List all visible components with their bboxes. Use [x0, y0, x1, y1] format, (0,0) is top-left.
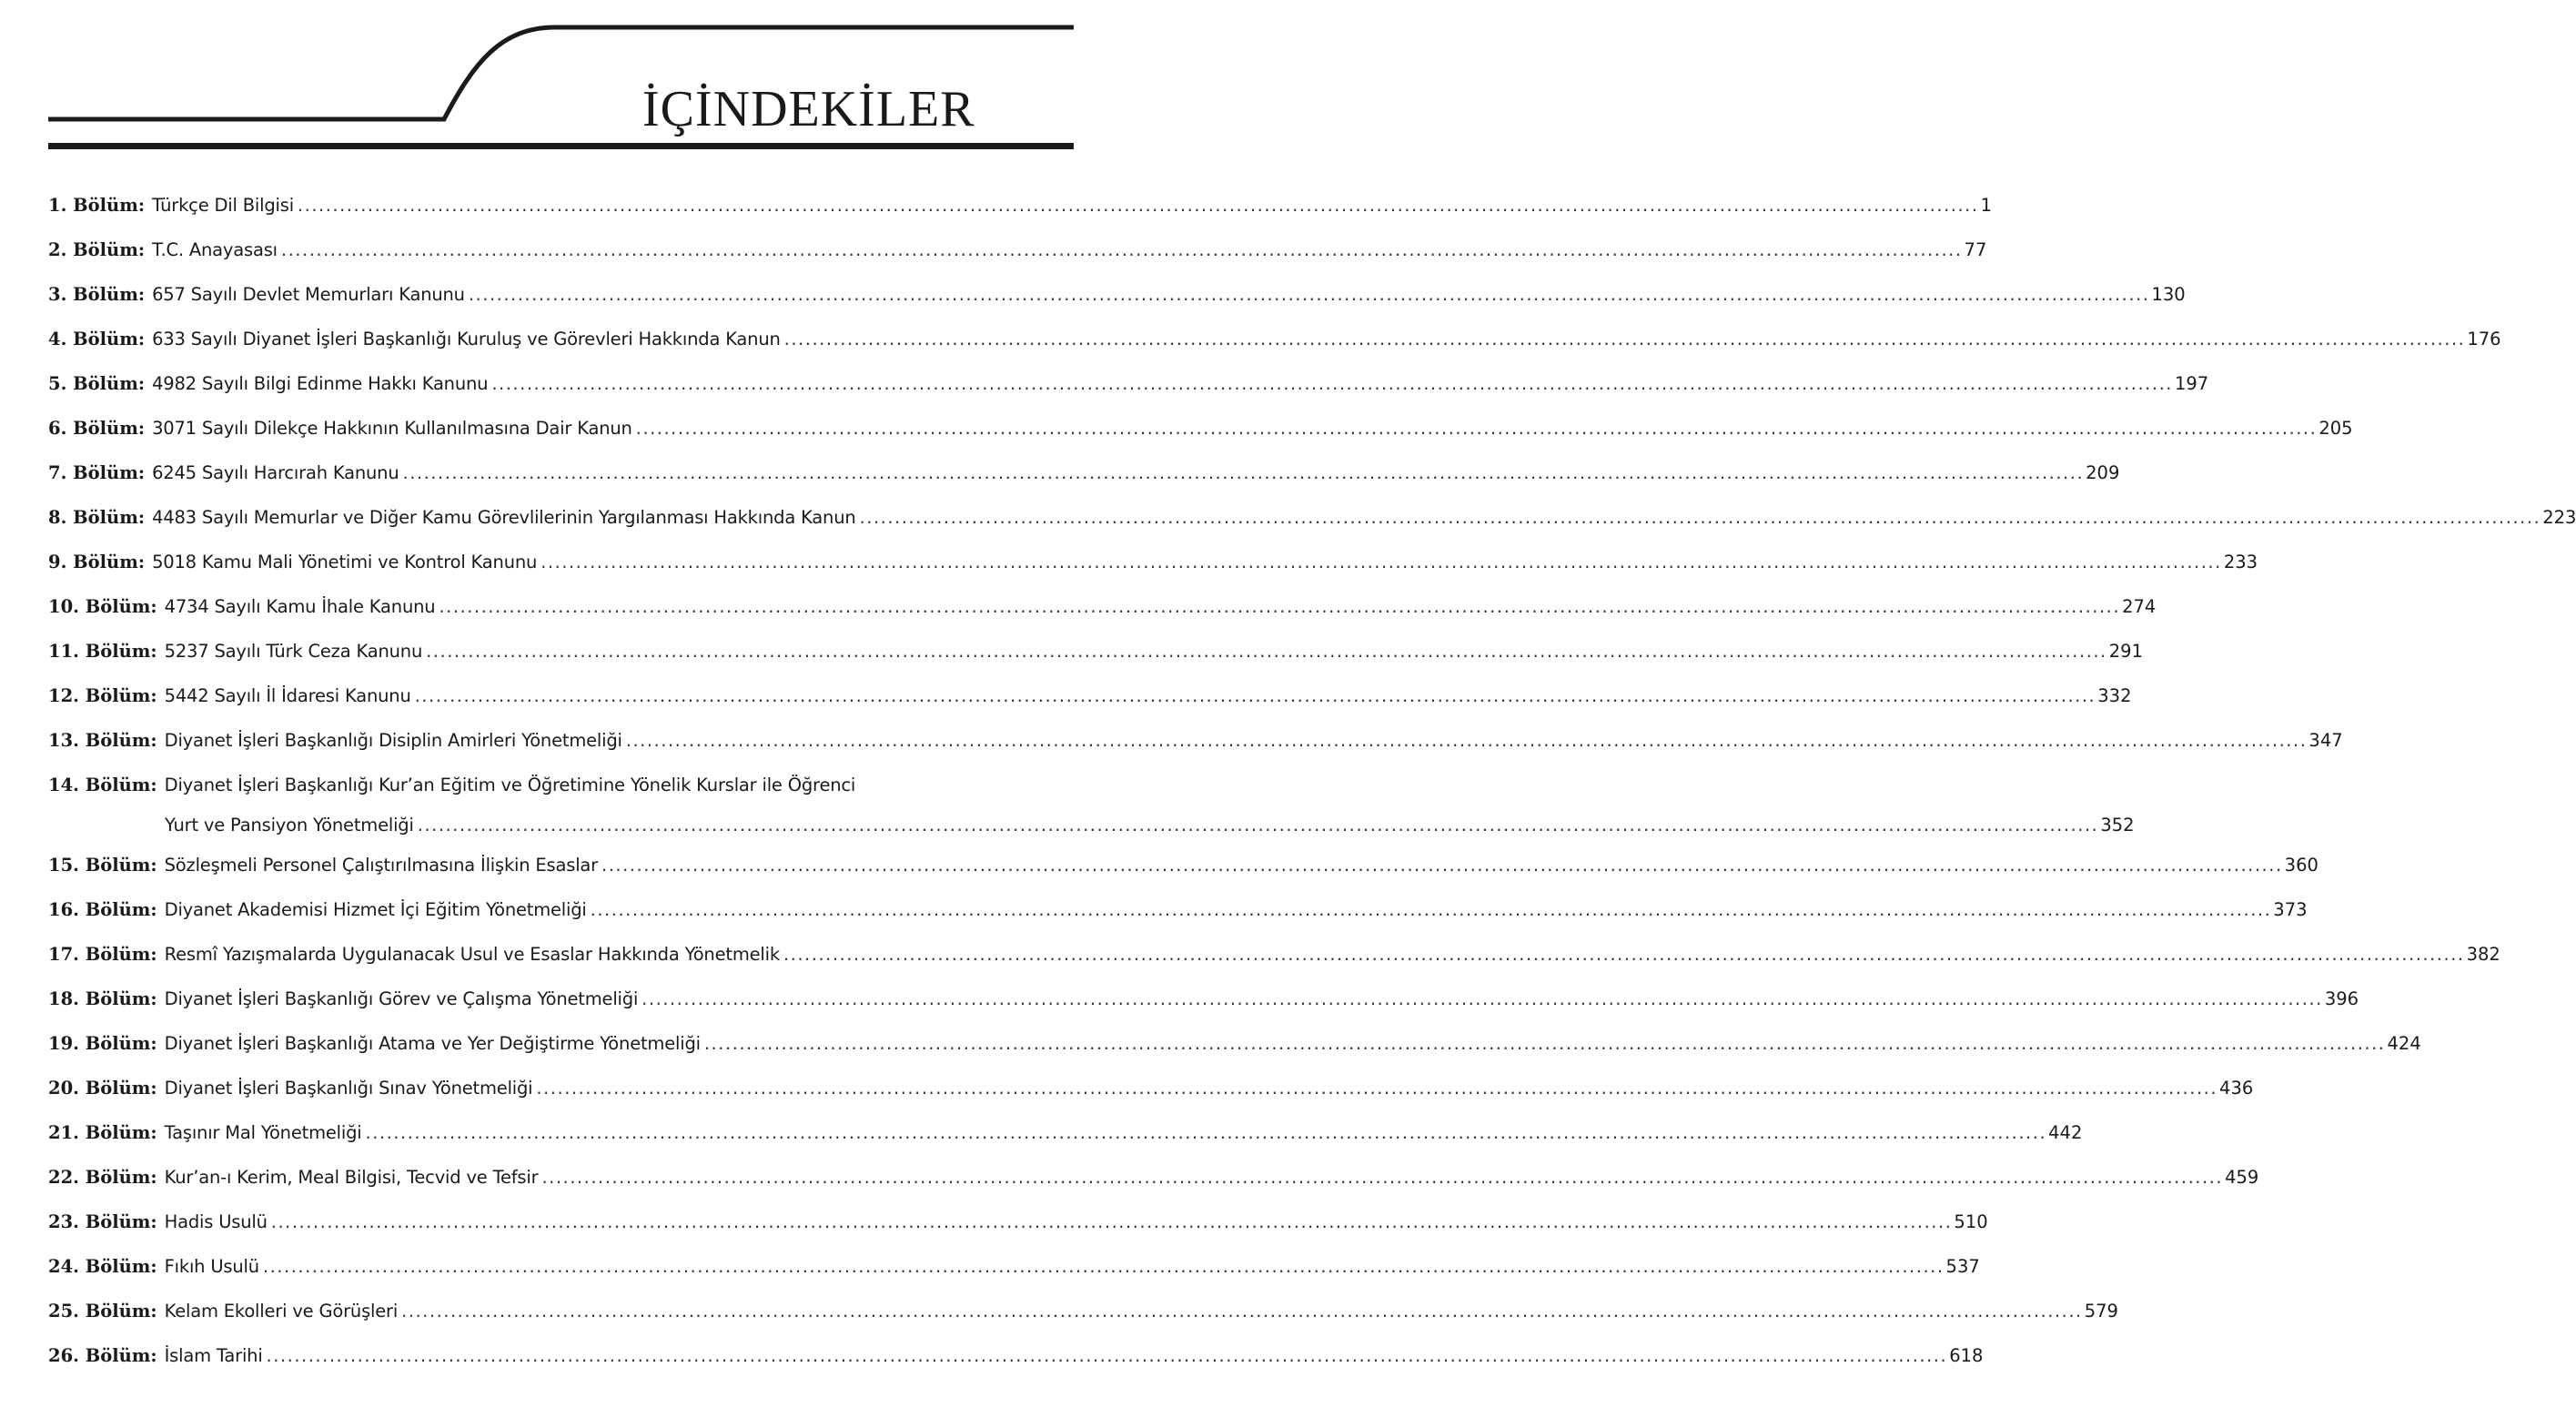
- page-number: 1: [1980, 195, 1992, 216]
- toc-entry[interactable]: [48, 455, 2120, 500]
- chapter-title: Hadis Usulü: [164, 1211, 268, 1232]
- dot-leader: [541, 1160, 2223, 1196]
- chapter-number: 17. Bölüm:: [48, 944, 157, 965]
- chapter-title: Diyanet Akademisi Hizmet İçi Eğitim Yönetmeliği: [164, 899, 587, 920]
- chapter-title: 3071 Sayılı Dilekçe Hakkının Kullanılmasına Dair Kanun: [152, 418, 632, 439]
- table-of-contents: [48, 187, 2576, 1383]
- page-number: 436: [2219, 1078, 2254, 1099]
- chapter-number: 19. Bölüm:: [48, 1033, 157, 1054]
- dot-leader: [267, 1338, 1948, 1374]
- page-number: 347: [2308, 730, 2343, 751]
- dot-leader: [591, 892, 2272, 928]
- chapter-title: T.C. Anayasası: [152, 239, 278, 260]
- chapter-title: 6245 Sayılı Harcırah Kanunu: [152, 462, 399, 483]
- page-number: 537: [1945, 1256, 1980, 1277]
- page-number: 618: [1949, 1345, 1984, 1366]
- chapter-title: 5018 Kamu Mali Yönetimi ve Kontrol Kanunu: [152, 552, 538, 572]
- page-number: 352: [2100, 815, 2135, 836]
- toc-entry[interactable]: [48, 589, 2157, 633]
- toc-entry[interactable]: [48, 937, 2500, 981]
- chapter-title: 5442 Sayılı İl İdaresi Kanunu: [164, 685, 411, 706]
- chapter-number: 20. Bölüm:: [48, 1078, 157, 1099]
- toc-entry[interactable]: [48, 767, 2135, 847]
- toc-entry[interactable]: [48, 1249, 1980, 1293]
- chapter-title: 5237 Sayılı Türk Ceza Kanunu: [164, 641, 423, 662]
- dot-leader: [536, 1070, 2217, 1107]
- chapter-title: Diyanet İşleri Başkanlığı Sınav Yönetmeliği: [164, 1078, 533, 1099]
- chapter-title: 4734 Sayılı Kamu İhale Kanunu: [164, 596, 436, 617]
- chapter-number: 13. Bölüm:: [48, 730, 157, 751]
- chapter-title-continued: Yurt ve Pansiyon Yönetmeliği: [165, 815, 414, 836]
- chapter-title: Taşınır Mal Yönetmeliği: [164, 1122, 362, 1143]
- toc-entry[interactable]: [48, 1160, 2259, 1204]
- page-number: 373: [2273, 899, 2308, 920]
- toc-entry[interactable]: [48, 981, 2359, 1026]
- chapter-number: 2. Bölüm:: [48, 239, 146, 260]
- dot-leader: [783, 937, 2465, 973]
- page-number: 205: [2318, 418, 2353, 439]
- page-number: 332: [2097, 685, 2132, 706]
- toc-entry[interactable]: [48, 1070, 2254, 1115]
- chapter-title: Diyanet İşleri Başkanlığı Atama ve Yer Değiştirme Yönetmeliği: [164, 1033, 701, 1054]
- page-number: 442: [2048, 1122, 2083, 1143]
- page-number: 579: [2084, 1301, 2118, 1322]
- chapter-number: 16. Bölüm:: [48, 899, 157, 920]
- dot-leader: [415, 678, 2096, 714]
- toc-entry[interactable]: [48, 187, 1992, 232]
- dot-leader: [263, 1249, 1945, 1285]
- toc-entry[interactable]: [48, 277, 2186, 321]
- chapter-number: 23. Bölüm:: [48, 1211, 157, 1232]
- page-number: 209: [2086, 462, 2120, 483]
- chapter-number: 1. Bölüm:: [48, 195, 146, 216]
- chapter-number: 5. Bölüm:: [48, 373, 146, 394]
- dot-leader: [784, 321, 2466, 358]
- chapter-number: 25. Bölüm:: [48, 1301, 157, 1322]
- toc-entry[interactable]: [48, 1026, 2421, 1070]
- chapter-number: 6. Bölüm:: [48, 418, 146, 439]
- toc-entry[interactable]: [48, 892, 2308, 937]
- toc-entry[interactable]: [48, 321, 2501, 366]
- toc-entry[interactable]: [48, 678, 2132, 723]
- page-number: 382: [2466, 944, 2500, 965]
- page-number: 223: [2542, 507, 2576, 528]
- dot-leader: [401, 1293, 2083, 1330]
- chapter-title: Sözleşmeli Personel Çalıştırılmasına İlişkin Esaslar: [164, 855, 599, 876]
- chapter-title: Diyanet İşleri Başkanlığı Kur’an Eğitim ve Öğretimine Yönelik Kurslar ile Öğrenci: [164, 775, 856, 795]
- page-number: 176: [2467, 329, 2501, 349]
- chapter-title: İslam Tarihi: [164, 1345, 263, 1366]
- chapter-title: Kelam Ekolleri ve Görüşleri: [164, 1301, 399, 1322]
- chapter-number: 15. Bölüm:: [48, 855, 157, 876]
- page-number: 197: [2174, 373, 2209, 394]
- chapter-number: 12. Bölüm:: [48, 685, 157, 706]
- dot-leader: [439, 589, 2120, 625]
- toc-entry[interactable]: [48, 1338, 1984, 1383]
- chapter-title: Diyanet İşleri Başkanlığı Disiplin Amirleri Yönetmeliği: [164, 730, 622, 751]
- toc-entry[interactable]: [48, 633, 2143, 678]
- toc-entry[interactable]: [48, 847, 2318, 892]
- page-number: 360: [2284, 855, 2318, 876]
- chapter-number: 18. Bölüm:: [48, 988, 157, 1009]
- page-number: 459: [2225, 1167, 2259, 1188]
- chapter-number: 3. Bölüm:: [48, 284, 146, 305]
- chapter-title: 4483 Sayılı Memurlar ve Diğer Kamu Görevlilerinin Yargılanması Hakkında Kanun: [152, 507, 856, 528]
- chapter-number: 14. Bölüm:: [48, 775, 157, 795]
- dot-leader: [366, 1115, 2047, 1151]
- page-number: 510: [1954, 1211, 1988, 1232]
- chapter-title: Türkçe Dil Bilgisi: [152, 195, 294, 216]
- dot-leader: [281, 232, 1963, 268]
- page-number: 274: [2122, 596, 2157, 617]
- toc-entry[interactable]: [48, 1293, 2118, 1338]
- toc-entry[interactable]: [48, 723, 2343, 767]
- toc-entry[interactable]: [48, 366, 2209, 410]
- page-number: 233: [2223, 552, 2258, 572]
- chapter-number: 22. Bölüm:: [48, 1167, 157, 1188]
- dot-leader: [860, 500, 2541, 536]
- chapter-title: 4982 Sayılı Bilgi Edinme Hakkı Kanunu: [152, 373, 489, 394]
- chapter-number: 11. Bölüm:: [48, 641, 157, 662]
- page-number: 291: [2108, 641, 2143, 662]
- toc-entry[interactable]: [48, 1204, 1988, 1249]
- dot-leader: [418, 807, 2099, 844]
- dot-leader: [298, 187, 1979, 224]
- chapter-title: 633 Sayılı Diyanet İşleri Başkanlığı Kuruluş ve Görevleri Hakkında Kanun: [152, 329, 781, 349]
- dot-leader: [636, 410, 2318, 447]
- page-title: İÇİNDEKİLER: [642, 81, 975, 137]
- toc-entry[interactable]: [48, 232, 1987, 277]
- dot-leader: [641, 981, 2323, 1018]
- toc-entry[interactable]: [48, 500, 2576, 544]
- toc-entry[interactable]: [48, 544, 2258, 589]
- dot-leader: [426, 633, 2107, 670]
- dot-leader: [704, 1026, 2386, 1062]
- dot-leader: [403, 455, 2085, 491]
- chapter-number: 26. Bölüm:: [48, 1345, 157, 1366]
- chapter-number: 4. Bölüm:: [48, 329, 146, 349]
- chapter-number: 9. Bölüm:: [48, 552, 146, 572]
- dot-leader: [540, 544, 2222, 581]
- page-number: 396: [2324, 988, 2359, 1009]
- chapter-number: 21. Bölüm:: [48, 1122, 157, 1143]
- chapter-number: 24. Bölüm:: [48, 1256, 157, 1277]
- dot-leader: [626, 723, 2308, 759]
- toc-entry[interactable]: [48, 1115, 2083, 1160]
- page-number: 424: [2387, 1033, 2421, 1054]
- chapter-number: 7. Bölüm:: [48, 462, 146, 483]
- dot-leader: [271, 1204, 1953, 1241]
- page-number: 77: [1964, 239, 1987, 260]
- toc-entry[interactable]: [48, 410, 2353, 455]
- dot-leader: [491, 366, 2173, 402]
- chapter-title: Diyanet İşleri Başkanlığı Görev ve Çalışma Yönetmeliği: [164, 988, 639, 1009]
- dot-leader: [469, 277, 2150, 313]
- chapter-title: Fıkıh Usulü: [164, 1256, 259, 1277]
- chapter-number: 10. Bölüm:: [48, 596, 157, 617]
- dot-leader: [601, 847, 2283, 884]
- page-number: 130: [2151, 284, 2186, 305]
- chapter-title: 657 Sayılı Devlet Memurları Kanunu: [152, 284, 465, 305]
- chapter-title: Kur’an-ı Kerim, Meal Bilgisi, Tecvid ve Tefsir: [164, 1167, 539, 1188]
- chapter-number: 8. Bölüm:: [48, 507, 146, 528]
- chapter-title: Resmî Yazışmalarda Uygulanacak Usul ve Esaslar Hakkında Yönetmelik: [164, 944, 780, 965]
